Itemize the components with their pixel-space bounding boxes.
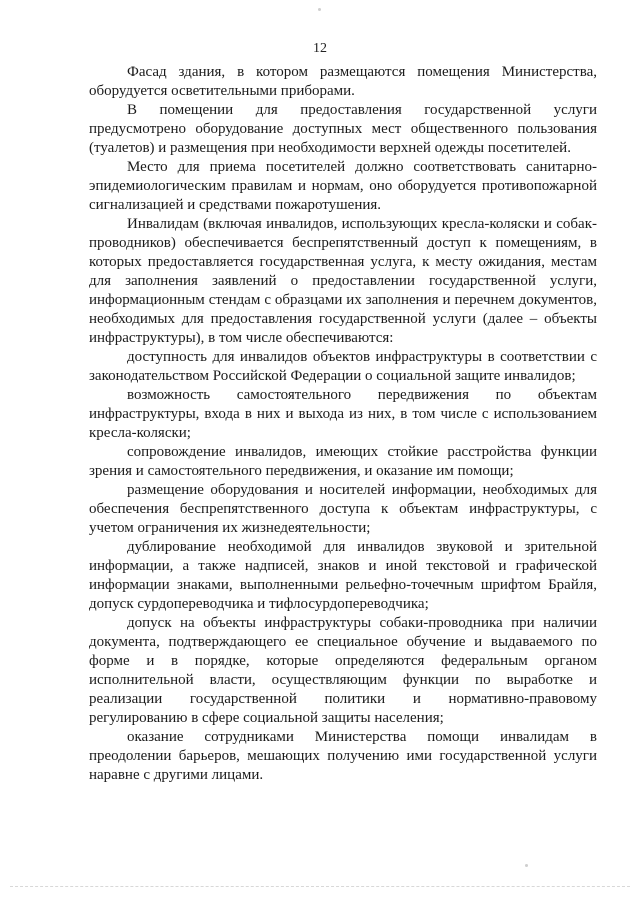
paragraph-facade-lighting: Фасад здания, в котором размещаются помещения Министерства, оборудуется осветительными приборами. [89,64,597,99]
paragraph-staff-assistance: оказание сотрудниками Министерства помощи инвалидам в преодолении барьеров, мешающих получению ими государственной услуги наравне с другими лицами. [89,729,597,783]
paragraph-braille-duplication: дублирование необходимой для инвалидов звуковой и зрительной информации, а также надписей, знаков и иной текстовой и графической информации знаками, выполненными рельефно-точечным шрифтом Брайля, допуск сурдопереводчика и тифлосурдопереводчика; [89,539,597,612]
scan-dot [525,864,528,867]
scan-edge-line [10,886,630,889]
paragraph-sanitary-rules: Место для приема посетителей должно соответствовать санитарно-эпидемиологическим правилам и нормам, оно оборудуется противопожарной сигнализацией и средствами пожаротушения. [89,159,597,213]
page-number: 12 [313,41,327,56]
paragraph-guide-dog-admission: допуск на объекты инфраструктуры собаки-проводника при наличии документа, подтверждающего ее специальное обучение и выдаваемого по форме и в порядке, которые определяются федеральным органом исполнительной власти, осуществляющим функции по выработке и реализации государственной политики и нормативно-правовому регулированию в сфере социальной защиты населения; [89,615,597,726]
paragraph-escort-assistance: сопровождение инвалидов, имеющих стойкие расстройства функции зрения и самостоятельного передвижения, и оказание им помощи; [89,444,597,479]
paragraph-independent-movement: возможность самостоятельного передвижения по объектам инфраструктуры, входа в них и выхода из них, в том числе с использованием кресла-коляски; [89,387,597,441]
paragraph-accessibility-law: доступность для инвалидов объектов инфраструктуры в соответствии с законодательством Российской Федерации о социальной защите инвалидов; [89,349,597,384]
paragraph-public-facilities: В помещении для предоставления государственной услуги предусмотрено оборудование доступных мест общественного пользования (туалетов) и размещения при необходимости верхней одежды посетителей. [89,102,597,156]
document-body [89,63,597,785]
scan-dot [318,8,321,11]
paragraph-information-equipment: размещение оборудования и носителей информации, необходимых для обеспечения беспрепятственного доступа к объектам инфраструктуры, с учетом ограничения их жизнедеятельности; [89,482,597,536]
paragraph-disabled-access: Инвалидам (включая инвалидов, использующих кресла-коляски и собак-проводников) обеспечивается беспрепятственный доступ к помещениям, в которых предоставляется государственная услуга, к месту ожидания, местам для заполнения заявлений о предоставлении государственной услуги, информационным стендам с образцами их заполнения и перечнем документов, необходимых для предоставления государственной услуги (далее – объекты инфраструктуры), в том числе обеспечиваются: [89,216,597,346]
